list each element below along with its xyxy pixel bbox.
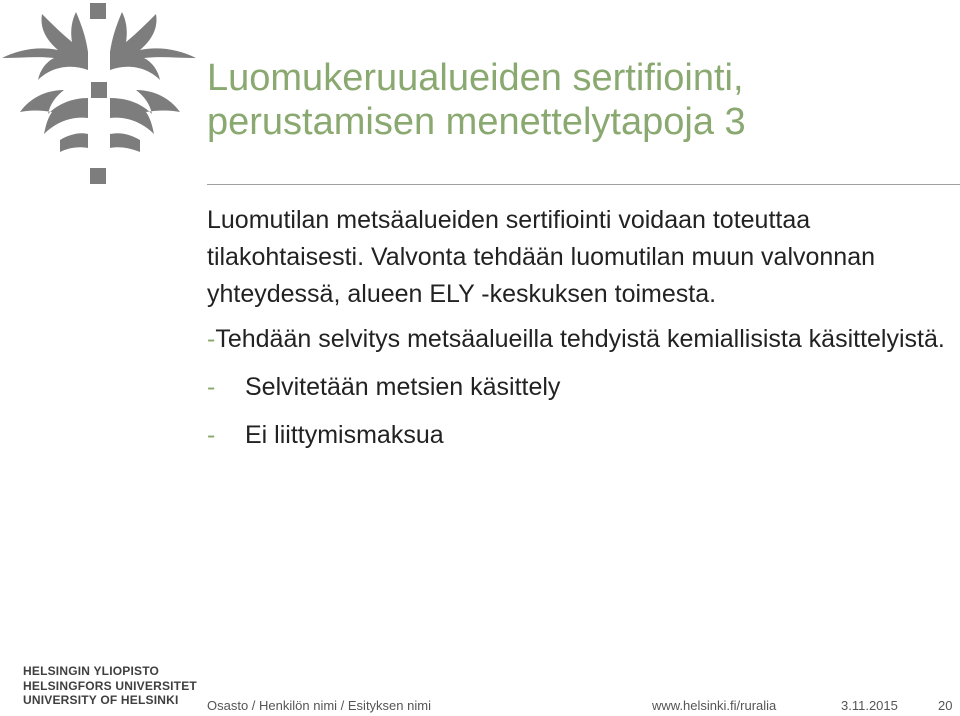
footer-author: Osasto / Henkilön nimi / Esityksen nimi	[207, 698, 431, 713]
university-wordmark	[23, 664, 197, 708]
footer-page-number: 20	[938, 698, 953, 713]
body-paragraph-1: Luomutilan metsäalueiden sertifiointi voidaan toteuttaa tilakohtaisesti. Valvonta tehdään luomutilan muun valvonnan yhteydessä, alueen ELY -keskuksen toimesta.	[207, 206, 876, 308]
bullet-item	[207, 369, 952, 406]
body-paragraph-2	[207, 321, 952, 358]
university-name-en: UNIVERSITY OF HELSINKI	[23, 693, 179, 707]
body-paragraph-2-text: Tehdään selvitys metsäalueilla tehdyistä kemiallisista käsittelyistä.	[215, 325, 945, 353]
slide-title-line-2: perustamisen menettelytapoja 3	[207, 101, 746, 143]
bullet-text: Selvitetään metsien käsittely	[245, 373, 561, 401]
bullet-item	[207, 417, 952, 454]
footer-url: www.helsinki.fi/ruralia	[652, 698, 777, 713]
title-divider	[207, 184, 960, 185]
slide-title	[207, 56, 947, 144]
paragraph-dash: -	[207, 325, 216, 353]
university-name-sv: HELSINGFORS UNIVERSITET	[23, 678, 197, 693]
slide-body	[207, 202, 952, 454]
university-name-fi: HELSINGIN YLIOPISTO	[23, 664, 160, 678]
bullet-dash: -	[207, 373, 216, 401]
slide-title-line-1: Luomukeruualueiden sertifiointi,	[207, 57, 744, 99]
bullet-text: Ei liittymismaksua	[245, 421, 444, 449]
footer-date: 3.11.2015	[841, 698, 898, 713]
bullet-dash: -	[207, 421, 216, 449]
university-flame-logo-icon	[0, 0, 200, 190]
